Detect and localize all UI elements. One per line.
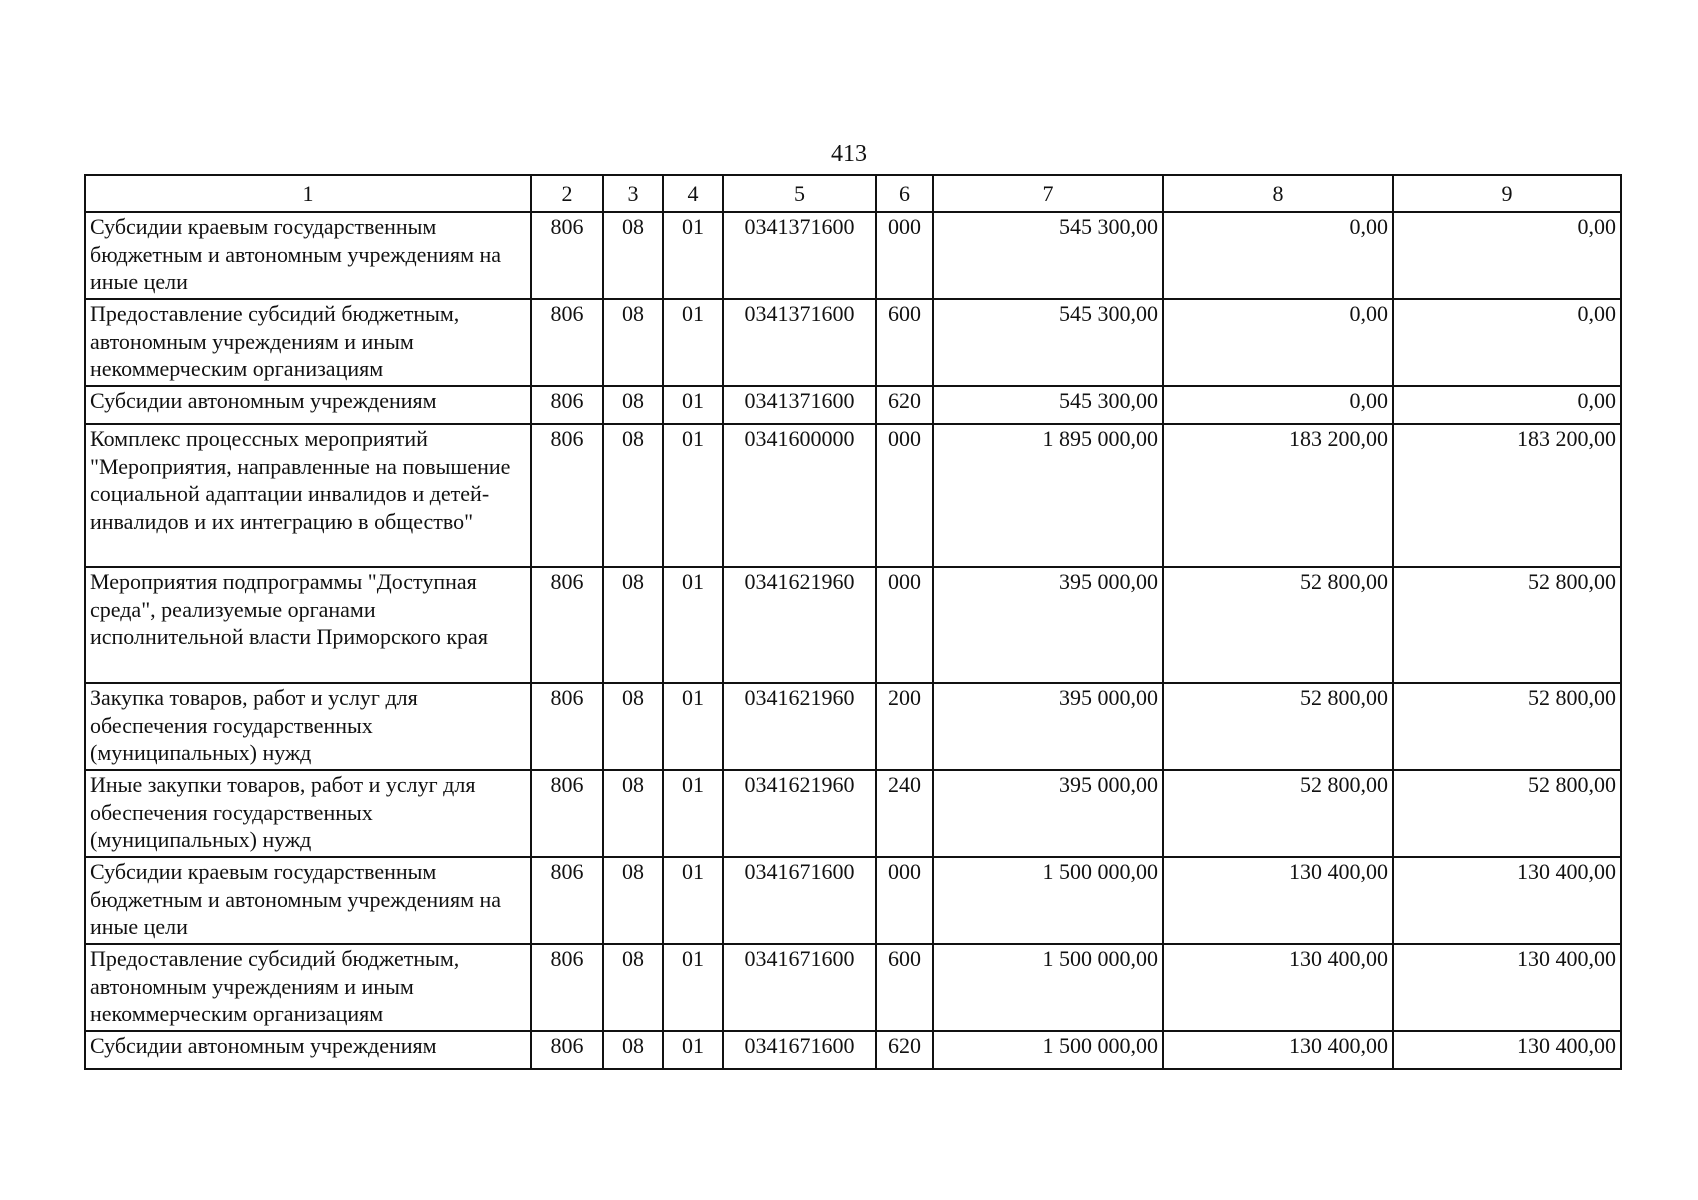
column-header: 7 (933, 175, 1163, 212)
amount-col9: 0,00 (1393, 386, 1621, 424)
column-header: 1 (85, 175, 531, 212)
column-header: 6 (876, 175, 933, 212)
header-row (85, 175, 1621, 212)
section-code: 08 (603, 424, 663, 567)
amount-col7: 545 300,00 (933, 212, 1163, 299)
amount-col9: 52 800,00 (1393, 567, 1621, 683)
amount-col7: 1 500 000,00 (933, 857, 1163, 944)
budget-table (84, 174, 1622, 1070)
target-article-code: 0341621960 (723, 567, 876, 683)
section-code: 08 (603, 683, 663, 770)
column-header: 3 (603, 175, 663, 212)
column-header: 5 (723, 175, 876, 212)
target-article-code: 0341371600 (723, 212, 876, 299)
ministry-code: 806 (531, 386, 603, 424)
expense-type-code: 200 (876, 683, 933, 770)
row-name: Иные закупки товаров, работ и услуг для обеспечения государственных (муниципальных) нужд (85, 770, 531, 857)
expense-type-code: 000 (876, 567, 933, 683)
target-article-code: 0341671600 (723, 857, 876, 944)
section-code: 08 (603, 770, 663, 857)
amount-col9: 0,00 (1393, 299, 1621, 386)
amount-col8: 130 400,00 (1163, 1031, 1393, 1069)
amount-col7: 1 500 000,00 (933, 944, 1163, 1031)
target-article-code: 0341371600 (723, 299, 876, 386)
amount-col9: 130 400,00 (1393, 1031, 1621, 1069)
column-header: 8 (1163, 175, 1393, 212)
row-name: Закупка товаров, работ и услуг для обеспечения государственных (муниципальных) нужд (85, 683, 531, 770)
section-code: 08 (603, 212, 663, 299)
amount-col7: 545 300,00 (933, 386, 1163, 424)
section-code: 08 (603, 567, 663, 683)
amount-col8: 0,00 (1163, 386, 1393, 424)
row-name: Субсидии автономным учреждениям (85, 386, 531, 424)
section-code: 08 (603, 299, 663, 386)
target-article-code: 0341371600 (723, 386, 876, 424)
amount-col8: 0,00 (1163, 299, 1393, 386)
subsection-code: 01 (663, 212, 723, 299)
expense-type-code: 600 (876, 299, 933, 386)
section-code: 08 (603, 1031, 663, 1069)
amount-col9: 183 200,00 (1393, 424, 1621, 567)
table-row (85, 424, 1621, 567)
ministry-code: 806 (531, 944, 603, 1031)
table-row (85, 1031, 1621, 1069)
column-header: 2 (531, 175, 603, 212)
amount-col9: 130 400,00 (1393, 857, 1621, 944)
row-name: Мероприятия подпрограммы "Доступная среда", реализуемые органами исполнительной власти Приморского края (85, 567, 531, 683)
table-row (85, 299, 1621, 386)
ministry-code: 806 (531, 299, 603, 386)
section-code: 08 (603, 857, 663, 944)
amount-col8: 130 400,00 (1163, 857, 1393, 944)
column-header: 4 (663, 175, 723, 212)
amount-col9: 0,00 (1393, 212, 1621, 299)
ministry-code: 806 (531, 424, 603, 567)
amount-col8: 52 800,00 (1163, 567, 1393, 683)
column-header: 9 (1393, 175, 1621, 212)
row-name: Субсидии краевым государственным бюджетным и автономным учреждениям на иные цели (85, 212, 531, 299)
table-row (85, 857, 1621, 944)
amount-col7: 395 000,00 (933, 770, 1163, 857)
amount-col7: 1 895 000,00 (933, 424, 1163, 567)
subsection-code: 01 (663, 424, 723, 567)
subsection-code: 01 (663, 944, 723, 1031)
row-name: Предоставление субсидий бюджетным, автономным учреждениям и иным некоммерческим организациям (85, 299, 531, 386)
row-name: Предоставление субсидий бюджетным, автономным учреждениям и иным некоммерческим организациям (85, 944, 531, 1031)
ministry-code: 806 (531, 857, 603, 944)
amount-col7: 1 500 000,00 (933, 1031, 1163, 1069)
table-row (85, 212, 1621, 299)
table-row (85, 683, 1621, 770)
amount-col8: 130 400,00 (1163, 944, 1393, 1031)
page-number: 413 (831, 141, 867, 167)
target-article-code: 0341671600 (723, 944, 876, 1031)
expense-type-code: 600 (876, 944, 933, 1031)
target-article-code: 0341621960 (723, 770, 876, 857)
amount-col9: 52 800,00 (1393, 770, 1621, 857)
subsection-code: 01 (663, 1031, 723, 1069)
amount-col8: 52 800,00 (1163, 683, 1393, 770)
target-article-code: 0341621960 (723, 683, 876, 770)
amount-col7: 395 000,00 (933, 567, 1163, 683)
table-row (85, 944, 1621, 1031)
subsection-code: 01 (663, 299, 723, 386)
amount-col9: 52 800,00 (1393, 683, 1621, 770)
amount-col9: 130 400,00 (1393, 944, 1621, 1031)
section-code: 08 (603, 386, 663, 424)
expense-type-code: 620 (876, 1031, 933, 1069)
amount-col8: 0,00 (1163, 212, 1393, 299)
subsection-code: 01 (663, 386, 723, 424)
ministry-code: 806 (531, 683, 603, 770)
target-article-code: 0341600000 (723, 424, 876, 567)
subsection-code: 01 (663, 857, 723, 944)
expense-type-code: 000 (876, 424, 933, 567)
subsection-code: 01 (663, 770, 723, 857)
section-code: 08 (603, 944, 663, 1031)
expense-type-code: 240 (876, 770, 933, 857)
amount-col7: 395 000,00 (933, 683, 1163, 770)
table-row (85, 386, 1621, 424)
table-row (85, 567, 1621, 683)
ministry-code: 806 (531, 770, 603, 857)
amount-col8: 52 800,00 (1163, 770, 1393, 857)
ministry-code: 806 (531, 212, 603, 299)
expense-type-code: 000 (876, 212, 933, 299)
row-name: Комплекс процессных мероприятий "Мероприятия, направленные на повышение социальной адаптации инвалидов и детей-инвалидов и их интеграцию в общество" (85, 424, 531, 567)
table-row (85, 770, 1621, 857)
row-name: Субсидии автономным учреждениям (85, 1031, 531, 1069)
row-name: Субсидии краевым государственным бюджетным и автономным учреждениям на иные цели (85, 857, 531, 944)
subsection-code: 01 (663, 567, 723, 683)
target-article-code: 0341671600 (723, 1031, 876, 1069)
subsection-code: 01 (663, 683, 723, 770)
ministry-code: 806 (531, 567, 603, 683)
ministry-code: 806 (531, 1031, 603, 1069)
amount-col7: 545 300,00 (933, 299, 1163, 386)
expense-type-code: 620 (876, 386, 933, 424)
amount-col8: 183 200,00 (1163, 424, 1393, 567)
expense-type-code: 000 (876, 857, 933, 944)
